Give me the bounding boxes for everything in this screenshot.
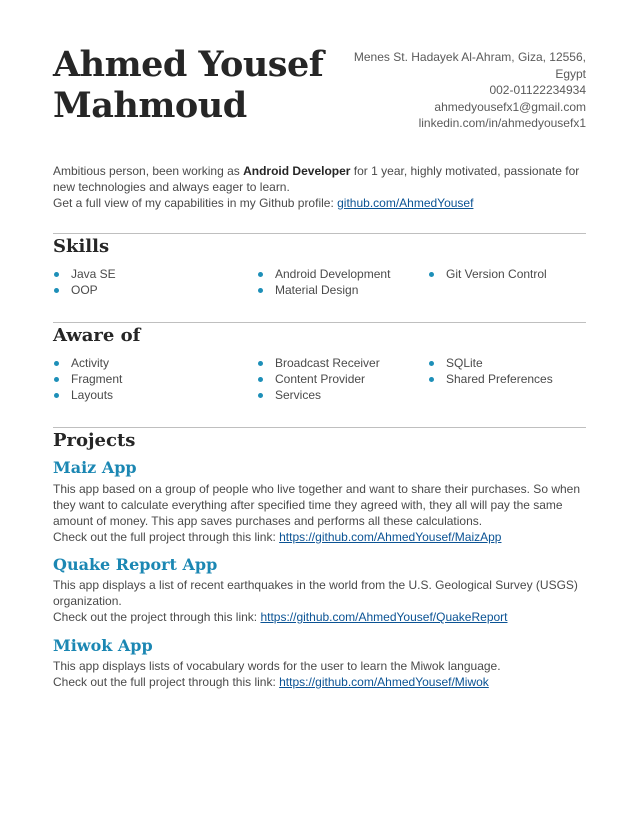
list-item [257,371,380,387]
list-item-label: OOP [71,283,98,297]
github-prefix: Get a full view of my capabilities in my Github profile: [53,196,338,210]
project-description [53,481,586,545]
bullet-icon [258,272,263,277]
bullet-icon [429,361,434,366]
name-line-2: Mahmoud [53,85,247,126]
project-title: Quake Report App [53,555,218,574]
divider-projects [53,427,586,428]
bullet-icon [258,288,263,293]
project-description [53,658,586,690]
bullet-icon [429,272,434,277]
bullet-icon [429,377,434,382]
project-desc-text: This app based on a group of people who live together and want to share their purchases. So when they want to calculate everything after specified time they agreed with, they all will pay the same amount of money. This app saves purchases and performs all these calculations. [53,482,581,528]
list-item [53,266,116,282]
list-item-label: Broadcast Receiver [275,356,380,370]
summary [53,163,586,211]
linkedin-url[interactable]: linkedin.com/in/ahmedyousefx1 [418,116,586,130]
summary-text-2: for 1 year, highly motivated, passionate for new technologies and always eager to learn. [53,164,580,194]
project-link[interactable]: https://github.com/AhmedYousef/QuakeReport [260,610,508,624]
contact-info [346,49,586,132]
projects-heading: Projects [53,430,136,451]
divider-skills [53,233,586,234]
skills-col-3 [428,266,547,282]
project-link[interactable]: https://github.com/AhmedYousef/Miwok [279,675,489,689]
aware-col-1 [53,355,122,403]
email-address[interactable]: ahmedyousefx1@gmail.com [434,99,586,114]
project-link-prefix: Check out the project through this link: [53,610,261,624]
list-item-label: Activity [71,356,110,370]
skills-col-2 [257,266,390,298]
list-item-label: Fragment [71,372,123,386]
list-item [257,266,390,282]
bullet-icon [54,288,59,293]
project-title: Miwok App [53,636,153,655]
list-item [53,282,116,298]
list-item-label: Java SE [71,267,116,281]
list-item-label: Content Provider [275,372,366,386]
project-link-prefix: Check out the full project through this link: [53,530,280,544]
list-item [257,387,380,403]
project-desc-text: This app displays a list of recent earthquakes in the world from the U.S. Geological Survey (USGS) organization. [53,578,578,608]
list-item [428,371,553,387]
list-item [53,387,122,403]
skills-heading: Skills [53,236,110,257]
bullet-icon [258,393,263,398]
summary-text-1: Ambitious person, been working as [53,164,244,178]
project-link-prefix: Check out the full project through this link: [53,675,280,689]
list-item-label: Git Version Control [446,267,547,281]
phone-number: 002-01122234934 [489,83,586,97]
project-link[interactable]: https://github.com/AhmedYousef/MaizApp [279,530,502,544]
list-item [257,282,390,298]
project-desc-text: This app displays lists of vocabulary words for the user to learn the Miwok language. [53,659,501,673]
project-description [53,577,586,625]
list-item [53,371,122,387]
list-item-label: Shared Preferences [446,372,553,386]
bullet-icon [54,377,59,382]
list-item [428,355,553,371]
divider-aware [53,322,586,323]
bullet-icon [54,393,59,398]
aware-heading: Aware of [53,325,141,346]
bullet-icon [54,272,59,277]
list-item-label: Android Development [275,267,391,281]
aware-col-3 [428,355,553,387]
address-line-1: Menes St. Hadayek Al-Ahram, Giza, 12556, [353,50,586,64]
bullet-icon [258,377,263,382]
list-item-label: SQLite [446,356,483,370]
list-item-label: Services [275,388,322,402]
list-item-label: Layouts [71,388,114,402]
list-item [257,355,380,371]
project-title: Maiz App [53,458,137,477]
aware-col-2 [257,355,380,403]
address-line-2: Egypt [555,66,586,81]
name-line-1: Ahmed Yousef [53,44,324,85]
bullet-icon [258,361,263,366]
candidate-name [53,44,353,126]
list-item-label: Material Design [275,283,359,297]
list-item [53,355,122,371]
bullet-icon [54,361,59,366]
summary-role: Android Developer [243,164,351,178]
list-item [428,266,547,282]
skills-col-1 [53,266,116,298]
github-profile-link[interactable]: github.com/AhmedYousef [337,196,474,210]
